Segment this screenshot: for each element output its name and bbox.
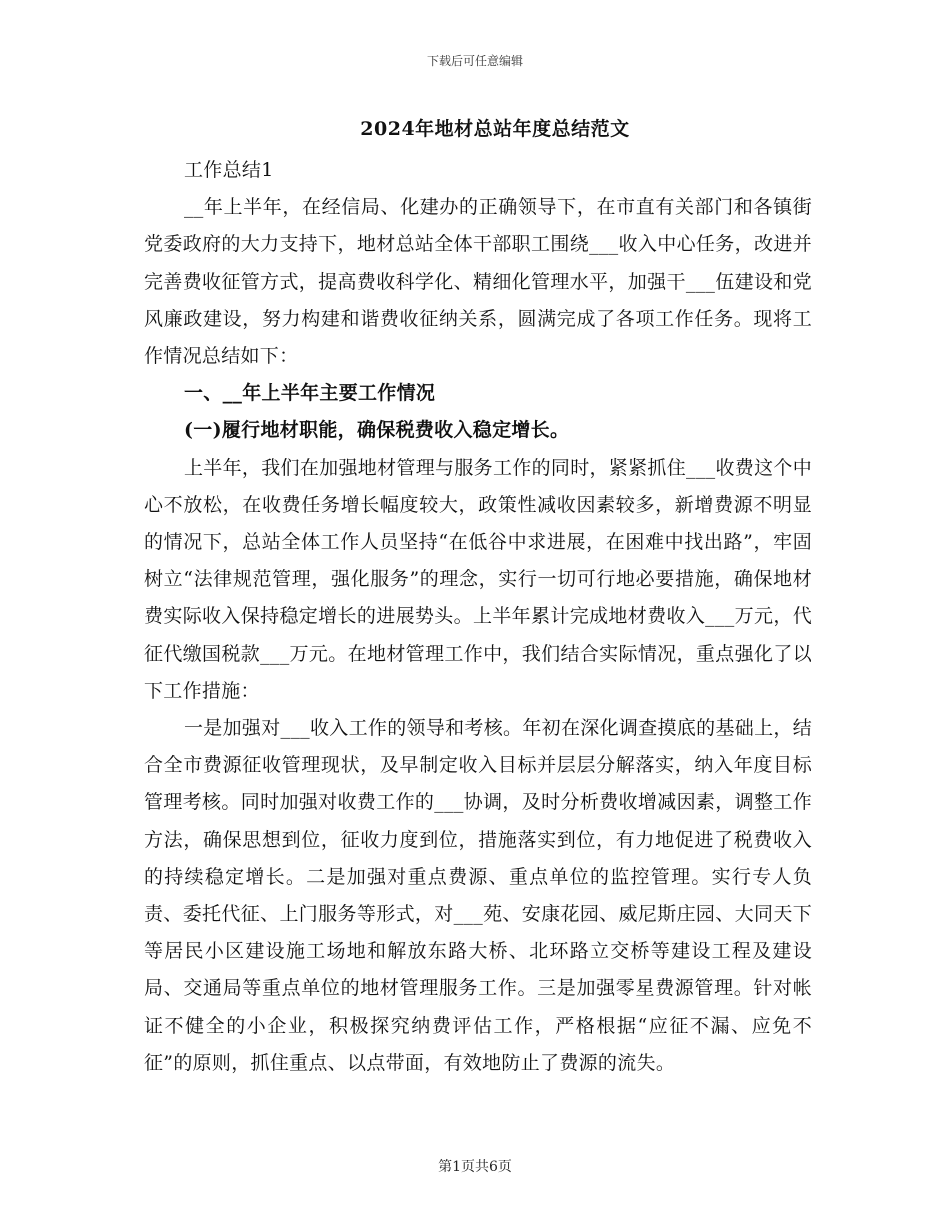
- intro-paragraph: __年上半年，在经信局、化建办的正确领导下，在市直有关部门和各镇街党委政府的大力支持下，地材总站全体干部职工围绕___收入中心任务，改进并完善费收征管方式，提高费收科学化、精细化管理水平，加强干___伍建设和党风廉政建设，努力构建和谐费收征纳关系，圆满完成了各项工作任务。现将工作情况总结如下：: [144, 196, 812, 368]
- subsection-heading: (一)履行地材职能，确保税费收入稳定增长。: [184, 419, 570, 442]
- document-subtitle: 工作总结1: [184, 159, 274, 181]
- header-note: 下载后可任意编辑: [426, 54, 523, 68]
- document-title: 2024年地材总站年度总结范文: [360, 118, 630, 140]
- section-heading: 一、__年上半年主要工作情况: [184, 382, 436, 405]
- body-paragraph-1: 上半年，我们在加强地材管理与服务工作的同时，紧紧抓住___收费这个中心不放松，在收费任务增长幅度较大，政策性减收因素较多，新增费源不明显的情况下，总站全体工作人员坚持“在低谷中求进展，在困难中找出路”，牢固树立“法律规范管理，强化服务”的理念，实行一切可行地必要措施，确保地材费实际收入保持稳定增长的进展势头。上半年累计完成地材费收入___万元，代征代缴国税款___万元。在地材管理工作中，我们结合实际情况，重点强化了以下工作措施：: [144, 456, 812, 702]
- body-paragraph-2: 一是加强对___收入工作的领导和考核。年初在深化调查摸底的基础上，结合全市费源征收管理现状，及早制定收入目标并层层分解落实，纳入年度目标管理考核。同时加强对收费工作的___协调，及时分析费收增减因素，调整工作方法，确保思想到位，征收力度到位，措施落实到位，有力地促进了税费收入的持续稳定增长。二是加强对重点费源、重点单位的监控管理。实行专人负责、委托代征、上门服务等形式，对___苑、安康花园、威尼斯庄园、大同天下等居民小区建设施工场地和解放东路大桥、北环路立交桥等建设工程及建设局、交通局等重点单位的地材管理服务工作。三是加强零星费源管理。针对帐证不健全的小企业，积极探究纳费评估工作，严格根据“应征不漏、应免不征”的原则，抓住重点、以点带面，有效地防止了费源的流失。: [144, 717, 812, 1074]
- page-footer: 第1页共6页: [438, 1159, 512, 1175]
- document-body: [144, 152, 812, 1082]
